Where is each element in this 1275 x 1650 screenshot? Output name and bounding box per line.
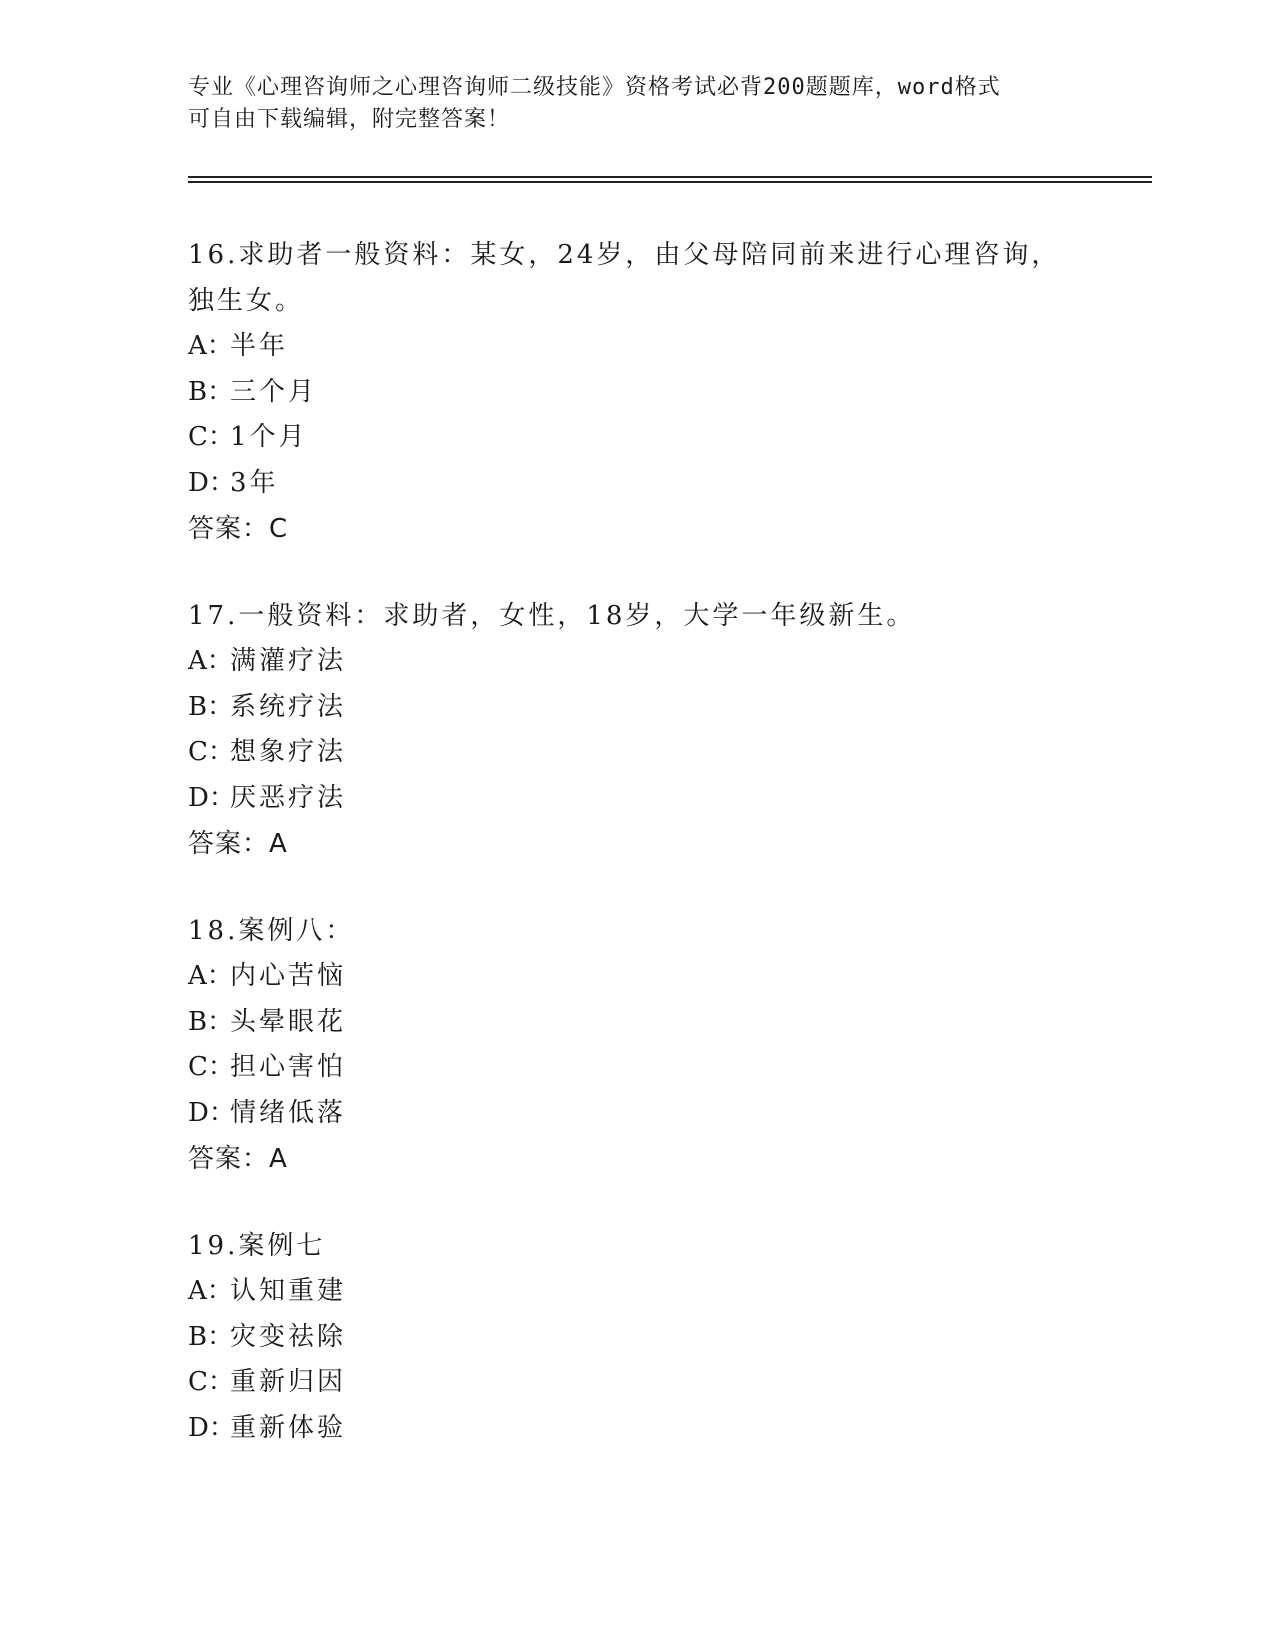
header-divider-top xyxy=(188,176,1152,178)
option-text: 担心害怕 xyxy=(230,1052,347,1082)
header-title-line-2: 可自由下载编辑，附完整答案！ xyxy=(188,107,511,132)
question-18 xyxy=(188,908,1088,1182)
option-text: 半年 xyxy=(230,331,289,361)
option-text: 系统疗法 xyxy=(230,691,347,722)
header-title-line-1: 专业《心理咨询师之心理咨询师二级技能》资格考试必背200题题库，word格式 xyxy=(188,75,1001,100)
option-a xyxy=(188,639,1088,685)
option-a xyxy=(188,1269,1088,1315)
option-key: A： xyxy=(188,331,233,361)
answer-line: 答案：A xyxy=(188,1144,288,1174)
option-b xyxy=(188,1000,1088,1046)
option-text: 重新归因 xyxy=(230,1367,347,1397)
option-b xyxy=(188,1315,1088,1361)
option-text: 满灌疗法 xyxy=(230,646,347,676)
option-b xyxy=(188,685,1088,731)
option-key: B： xyxy=(188,1006,234,1037)
option-key: C： xyxy=(188,1367,234,1397)
option-text: 灾变祛除 xyxy=(230,1321,347,1352)
option-d xyxy=(188,1406,1088,1452)
question-16 xyxy=(188,232,1088,552)
question-17 xyxy=(188,593,1088,867)
option-c xyxy=(188,730,1088,776)
document-header xyxy=(188,72,1088,136)
option-key: D： xyxy=(188,467,235,498)
option-key: A： xyxy=(188,1276,233,1306)
question-19 xyxy=(188,1223,1088,1451)
option-key: B： xyxy=(188,376,234,407)
option-text: 重新体验 xyxy=(230,1412,347,1443)
answer-line: 答案：A xyxy=(188,829,288,859)
answer-line: 答案：C xyxy=(188,514,289,544)
option-c xyxy=(188,415,1088,461)
option-key: D： xyxy=(188,782,235,813)
option-text: 认知重建 xyxy=(230,1276,347,1306)
question-stem: 17.一般资料：求助者，女性，18岁，大学一年级新生。 xyxy=(188,601,916,631)
option-key: C： xyxy=(188,1052,234,1082)
option-text: 3年 xyxy=(230,467,279,498)
option-text: 内心苦恼 xyxy=(230,961,347,991)
option-key: C： xyxy=(188,737,234,767)
option-text: 三个月 xyxy=(230,376,318,407)
option-c xyxy=(188,1360,1088,1406)
header-divider-bottom xyxy=(188,181,1152,183)
option-a xyxy=(188,324,1088,370)
question-stem: 19.案例七 xyxy=(188,1231,326,1261)
option-key: D： xyxy=(188,1097,235,1128)
option-a xyxy=(188,954,1088,1000)
option-key: B： xyxy=(188,691,234,722)
option-c xyxy=(188,1045,1088,1091)
option-text: 想象疗法 xyxy=(230,737,347,767)
option-key: D： xyxy=(188,1412,235,1443)
option-b xyxy=(188,370,1088,416)
option-key: C： xyxy=(188,422,234,452)
option-d xyxy=(188,461,1088,507)
question-stem: 18.案例八： xyxy=(188,916,355,946)
option-text: 厌恶疗法 xyxy=(230,782,347,813)
option-key: B： xyxy=(188,1321,234,1352)
question-list xyxy=(188,232,1088,1492)
option-text: 头晕眼花 xyxy=(230,1006,347,1037)
option-key: A： xyxy=(188,646,233,676)
question-stem: 16.求助者一般资料：某女，24岁，由父母陪同前来进行心理咨询，独生女。 xyxy=(188,240,1061,316)
option-text: 情绪低落 xyxy=(230,1097,347,1128)
option-text: 1个月 xyxy=(230,422,308,452)
option-key: A： xyxy=(188,961,233,991)
option-d xyxy=(188,1091,1088,1137)
option-d xyxy=(188,776,1088,822)
